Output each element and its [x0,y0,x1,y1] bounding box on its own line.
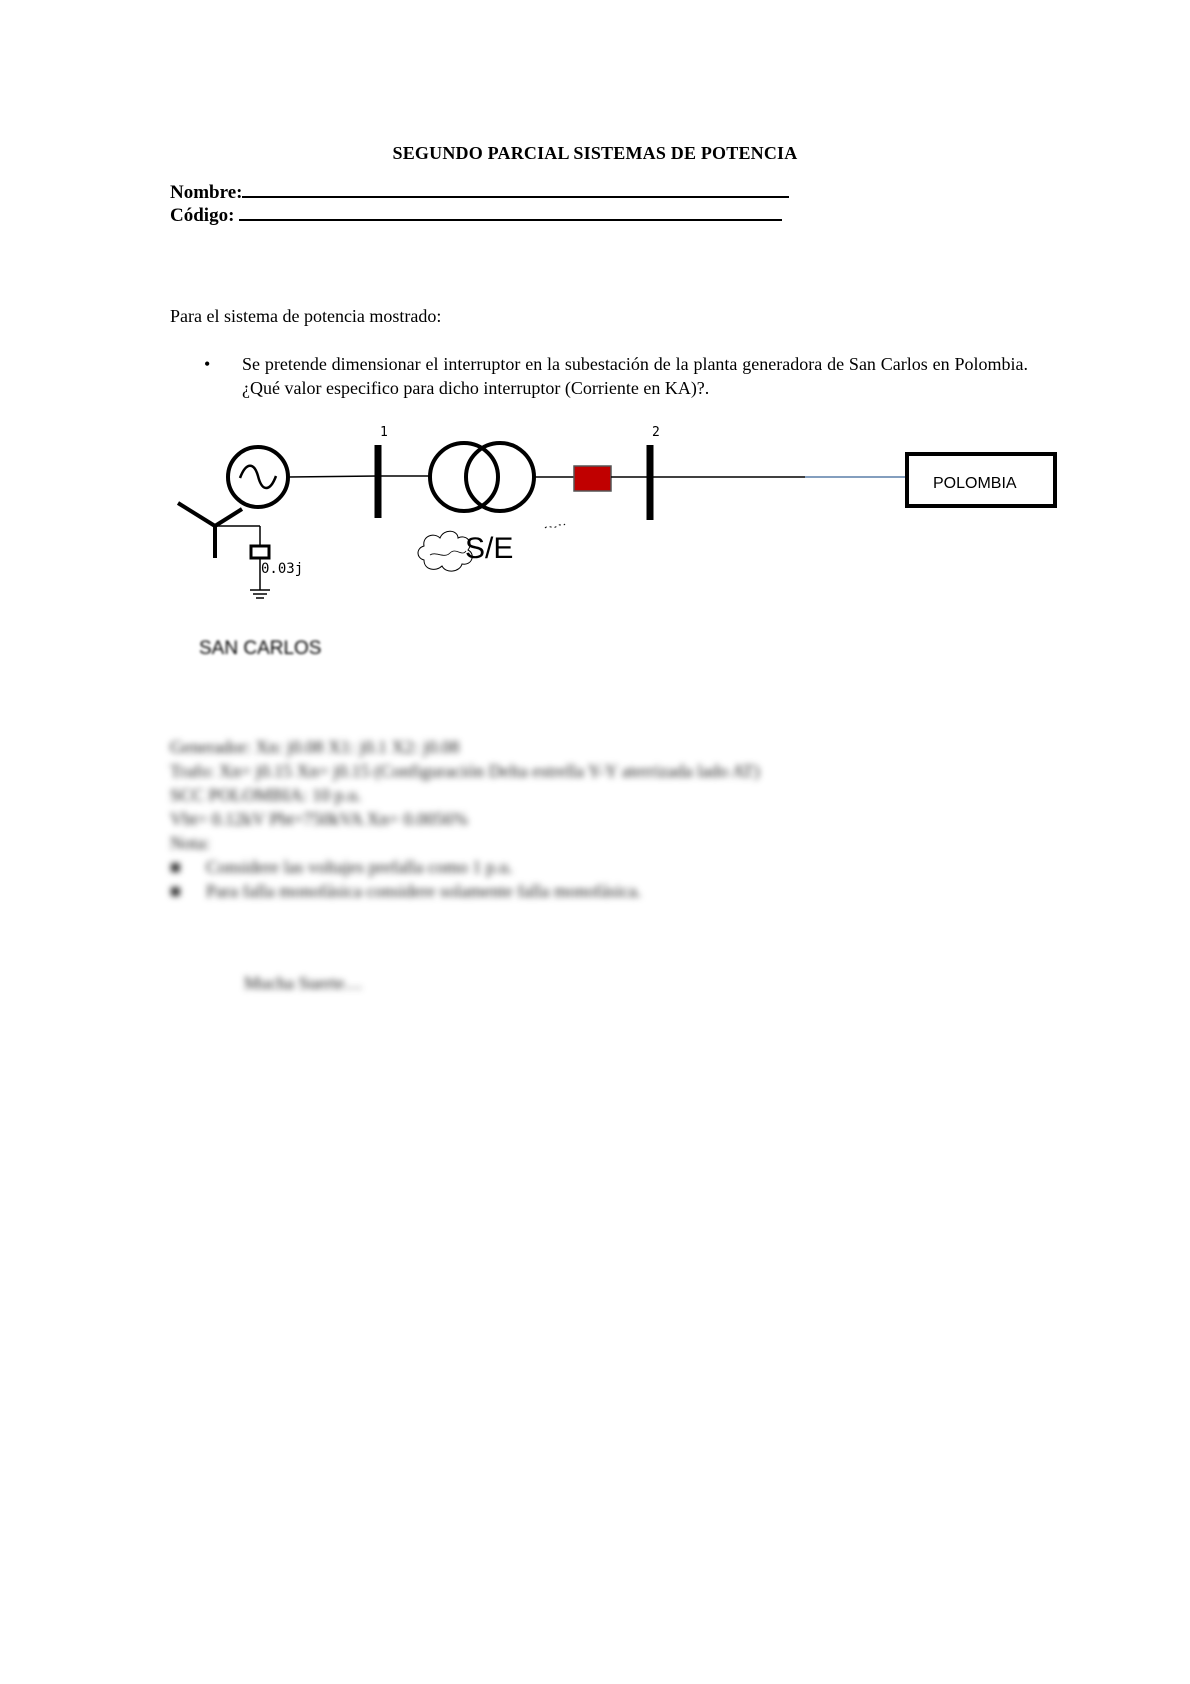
intro-text: Para el sistema de potencia mostrado: [170,306,442,326]
plant-label: SAN CARLOS [199,638,322,659]
bullet-icon: • [204,354,211,374]
name-blank-line[interactable] [242,180,789,198]
power-system-diagram [0,410,1190,670]
wye-connection-icon [178,503,260,558]
note-item: ■ Para falla monofásica considere solamente falla monofásica. [170,881,642,901]
code-field [170,203,782,227]
data-line: SCC POLOMBIA: 10 p.u. [170,785,362,805]
transformer-icon [430,443,534,511]
bus1-label: 1 [380,425,388,440]
ground-icon [250,590,270,598]
page-title: SEGUNDO PARCIAL SISTEMAS DE POTENCIA [392,143,798,163]
name-label: Nombre: [170,182,243,203]
question-item [204,352,1028,400]
note-item: ■ Considere las voltajes prefalla como 1 p.u. [170,857,513,877]
grounding-impedance-value: 0.03j [261,561,304,577]
data-line: Generador: Xn: j0.08 X1: j0.1 X2: j0.08 [170,737,460,757]
sign-off: Mucha Suerte… [244,973,363,993]
question-text: Se pretende dimensionar el interruptor en la subestación de la planta generadora de San Carlos en Polombia. ¿Qué valor especifico para dicho interruptor (Corriente en KA)?. [242,354,1028,398]
data-line: Nota: [170,833,210,853]
load-label: POLOMBIA [933,475,1017,492]
bus2-label: 2 [652,425,660,440]
data-line: Trafo: Xn= j0.15 Xn= j0.15 (Configuración Delta estrella Y-Y aterrizada lado AT) [170,761,760,781]
code-label: Código: [170,205,235,226]
code-blank-line[interactable] [239,203,782,221]
blurred-data-section [170,735,760,995]
data-line: Vbt= 0.12kV Pbt=750kVA Xn= 0.0056% [170,809,468,829]
substation-label: S/E [465,532,514,565]
generator-icon [228,447,288,507]
name-field [170,180,789,204]
circuit-breaker-icon[interactable] [574,466,611,491]
